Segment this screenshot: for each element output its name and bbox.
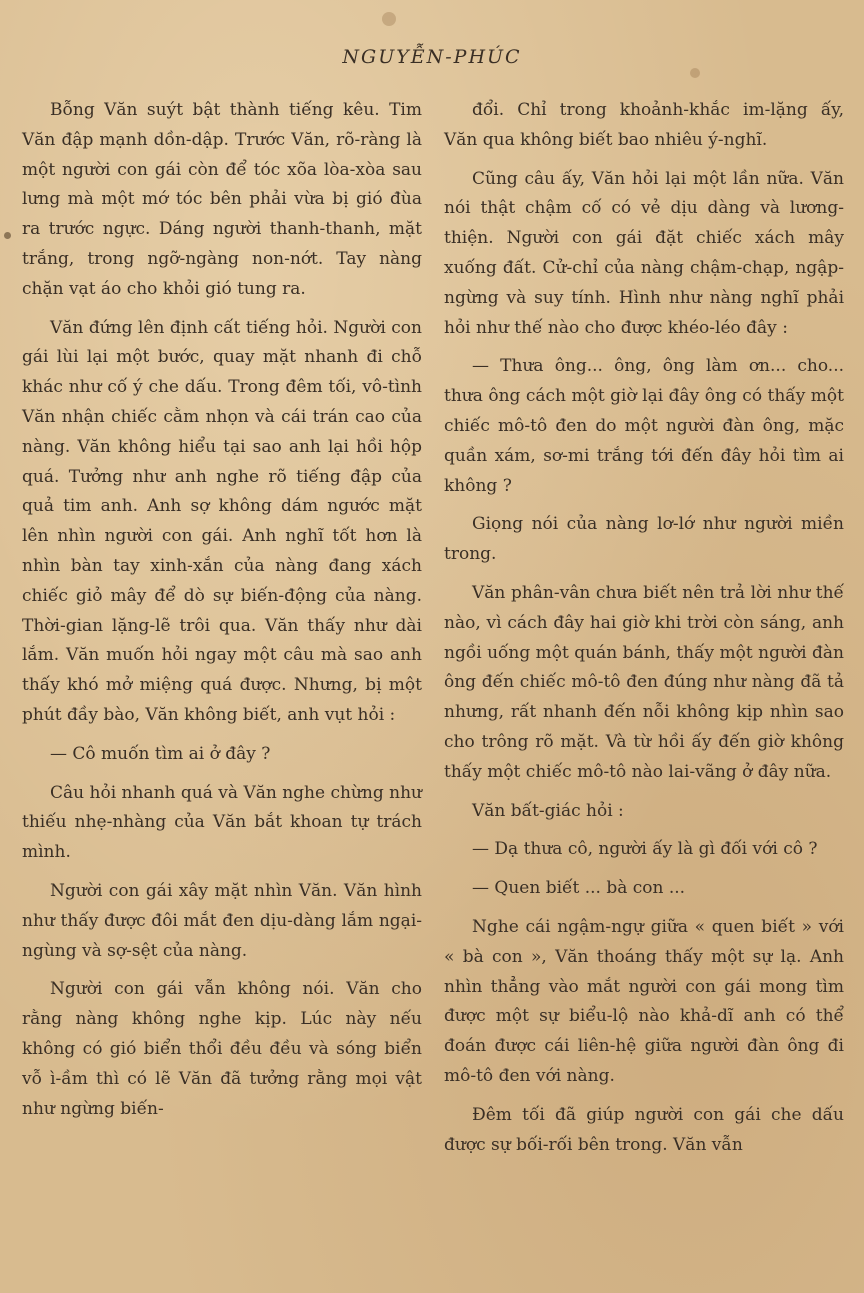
paper-stain <box>382 12 396 26</box>
dialogue-line: — Quen biết ... bà con ... <box>472 878 686 899</box>
dialogue-line: — Thưa ông... ông, ông làm ơn... cho... thưa ông cách một giờ lại đây ông có thấy một chiếc mô-tô đen do một người đàn ông, mặc quần xám, sơ-mi trắng tới đến đây hỏi tìm ai không ? <box>444 356 844 496</box>
paragraph: Văn bất-giác hỏi : <box>472 800 624 821</box>
dialogue-line: — Cô muốn tìm ai ở đây ? <box>50 743 271 764</box>
paragraph: Người con gái xây mặt nhìn Văn. Văn hình như thấy được đôi mắt đen dịu-dàng lắm ngại-ngùng và sợ-sệt của nàng. <box>22 880 422 961</box>
paragraph: Cũng câu ấy, Văn hỏi lại một lần nữa. Văn nói thật chậm cố có vẻ dịu dàng và lương-thiện. Người con gái đặt chiếc xách mây xuống đất. Cử-chỉ của nàng chậm-chạp, ngập-ngừng và suy tính. Hình như nàng nghĩ phải hỏi như thế nào cho được khéo-léo đây : <box>444 168 844 338</box>
paragraph: Người con gái vẫn không nói. Văn cho rằng nàng không nghe kịp. Lúc này nếu không có gió biển thổi đều đều và sóng biển vỗ ì-ầm thì có lẽ Văn đã tưởng rằng mọi vật như ngừng biến- <box>22 979 422 1119</box>
paragraph: đổi. Chỉ trong khoảnh-khắc im-lặng ấy, Văn qua không biết bao nhiêu ý-nghĩ. <box>444 100 844 150</box>
left-column <box>22 96 422 1133</box>
paragraph: Câu hỏi nhanh quá và Văn nghe chừng như thiếu nhẹ-nhàng của Văn bắt khoan tự trách mình. <box>22 782 422 863</box>
paragraph: Giọng nói của nàng lơ-lớ như người miền trong. <box>444 514 844 565</box>
paper-stain <box>690 68 700 78</box>
paragraph: Nghe cái ngậm-ngự giữa « quen biết » với « bà con », Văn thoáng thấy một sự lạ. Anh nhìn thẳng vào mắt người con gái mong tìm được một sự biểu-lộ nào khả-dĩ anh có thể đoán được cái liên-hệ giữa người đàn ông đi mô-tô đen với nàng. <box>444 916 844 1086</box>
paragraph: Văn phân-vân chưa biết nên trả lời như thế nào, vì cách đây hai giờ khi trời còn sáng, anh ngồi uống một quán bánh, thấy một người đàn ông đến chiếc mô-tô đen đúng như nàng đã tả nhưng, rất nhanh đến nỗi không kịp nhìn sao cho trông rõ mặt. Và từ hồi ấy đến giờ không thấy một chiếc mô-tô nào lai-vãng ở đây nữa. <box>444 582 844 782</box>
paragraph: Bỗng Văn suýt bật thành tiếng kêu. Tim Văn đập mạnh dồn-dập. Trước Văn, rõ-ràng là một người con gái còn để tóc xõa lòa-xòa sau lưng mà một mớ tóc bên phải vừa bị gió đùa ra trước ngực. Dáng người thanh-thanh, mặt trắng, trong ngỡ-ngàng non-nớt. Tay nàng chặn vạt áo cho khỏi gió tung ra. <box>22 100 422 299</box>
paragraph: Văn đứng lên định cất tiếng hỏi. Người con gái lùi lại một bước, quay mặt nhanh đi chỗ khác như cố ý che dấu. Trong đêm tối, vô-tình Văn nhận chiếc cằm nhọn và cái trán cao của nàng. Văn không hiểu tại sao anh lại hồi hộp quá. Tưởng như anh nghe rõ tiếng đập của quả tim anh. Anh sợ không dám ngước mặt lên nhìn người con gái. Anh nghĩ tốt hơn là nhìn bàn tay xinh-xắn của nàng đang xách chiếc giỏ mây để dò sự biến-động của nàng. Thời-gian lặng-lẽ trôi qua. Văn thấy như dài lắm. Văn muốn hỏi ngay một câu mà sao anh thấy khó mở miệng quá được. Nhưng, bị một phút đầy bào, Văn không biết, anh vụt hỏi : <box>22 317 422 725</box>
dialogue-line: — Dạ thưa cô, người ấy là gì đối với cô ? <box>472 839 818 860</box>
running-header: NGUYỄN-PHÚC <box>342 46 522 68</box>
right-column <box>444 96 844 1169</box>
paper-stain <box>4 232 11 239</box>
paragraph: Đêm tối đã giúp người con gái che dấu được sự bối-rối bên trong. Văn vẫn <box>444 1104 844 1155</box>
